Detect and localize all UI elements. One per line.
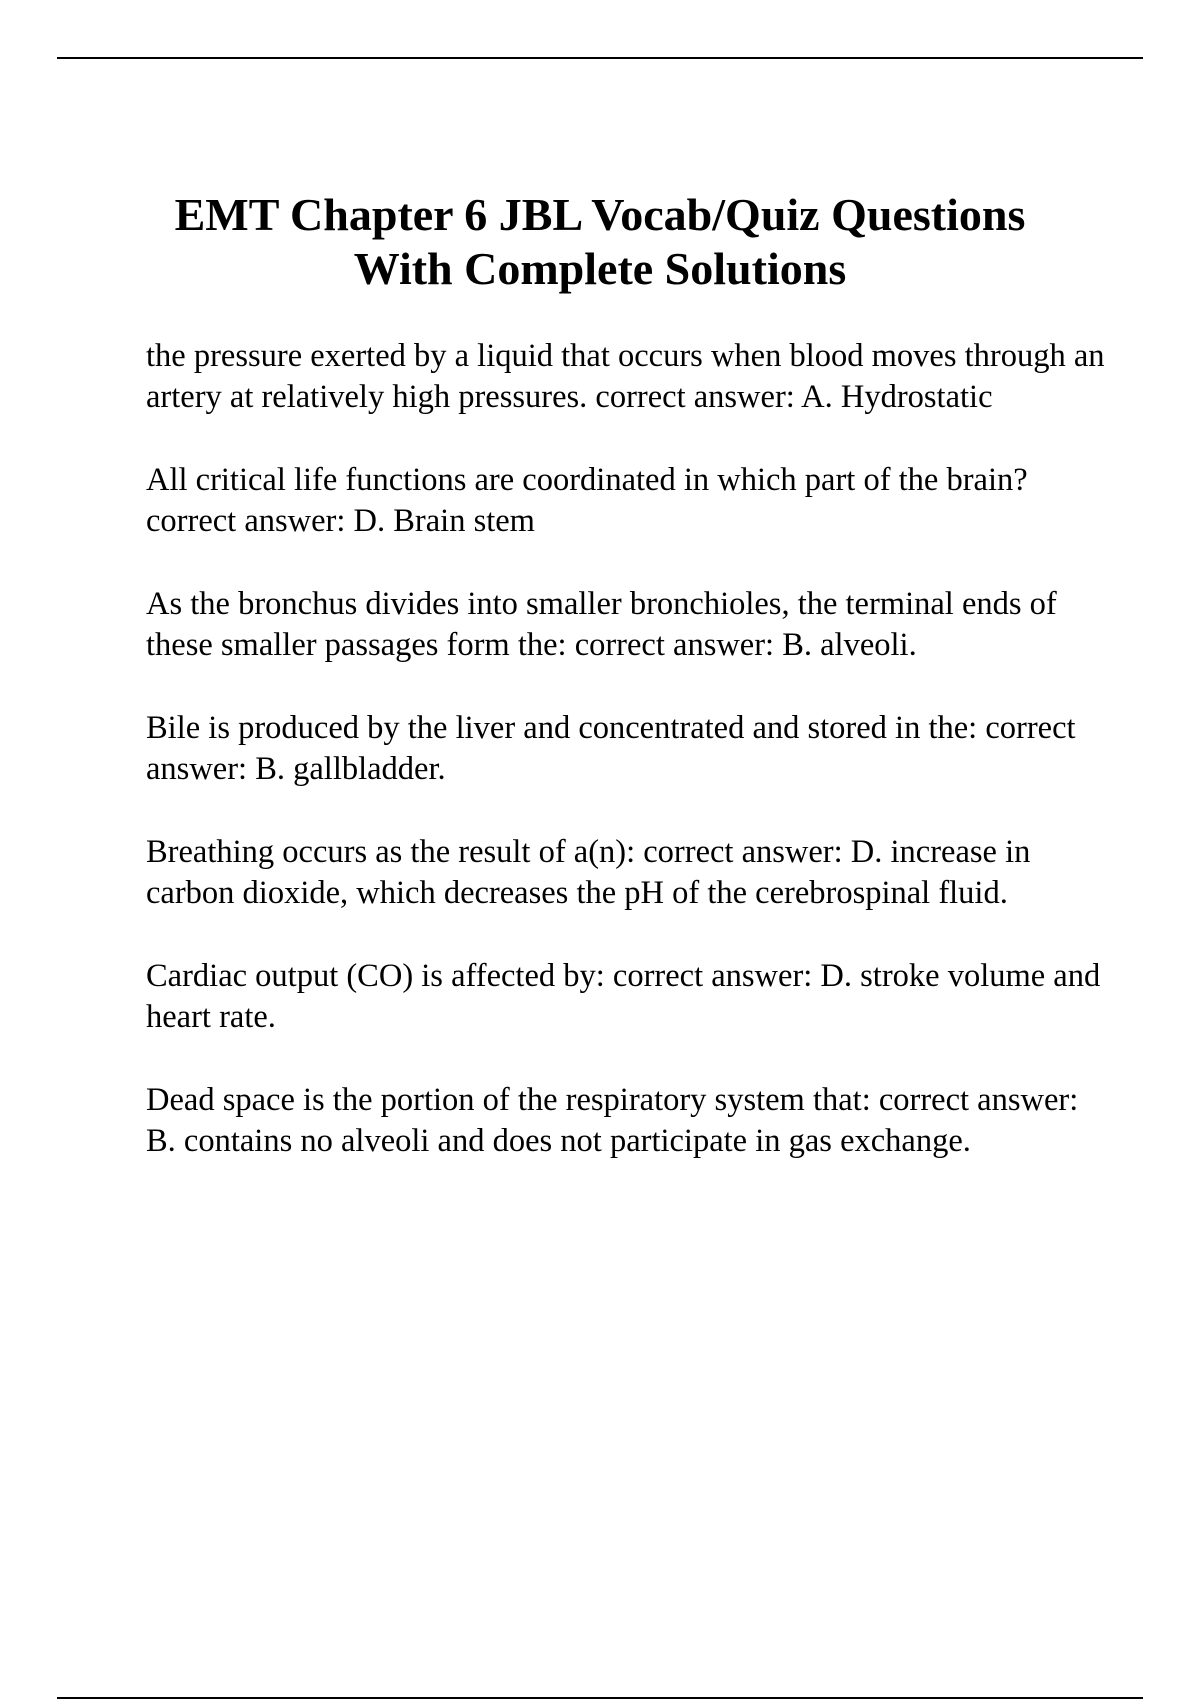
question-answer-item: Breathing occurs as the result of a(n): correct answer: D. increase in carbon dioxide, which decreases the pH of the cerebrospinal fluid. (146, 834, 1031, 911)
question-answer-item: the pressure exerted by a liquid that occurs when blood moves through an artery at relatively high pressures. correct answer: A. Hydrostatic (146, 338, 1105, 415)
bottom-rule (57, 1697, 1143, 1699)
question-answer-item: As the bronchus divides into smaller bronchioles, the terminal ends of these smaller passages form the: correct answer: B. alveoli. (146, 586, 1057, 663)
question-answer-item: Bile is produced by the liver and concentrated and stored in the: correct answer: B. gallbladder. (146, 710, 1076, 787)
page-title-line-2: With Complete Solutions (353, 243, 847, 294)
question-answer-item: All critical life functions are coordinated in which part of the brain? correct answer: D. Brain stem (146, 462, 1028, 539)
page-title (100, 188, 1100, 296)
top-rule (57, 57, 1143, 59)
page-title-line-1: EMT Chapter 6 JBL Vocab/Quiz Questions (174, 189, 1026, 240)
question-answer-item: Cardiac output (CO) is affected by: correct answer: D. stroke volume and heart rate. (146, 958, 1101, 1035)
question-answer-item: Dead space is the portion of the respiratory system that: correct answer: B. contains no alveoli and does not participate in gas exchange. (146, 1082, 1079, 1159)
question-answer-list (146, 336, 1106, 1204)
